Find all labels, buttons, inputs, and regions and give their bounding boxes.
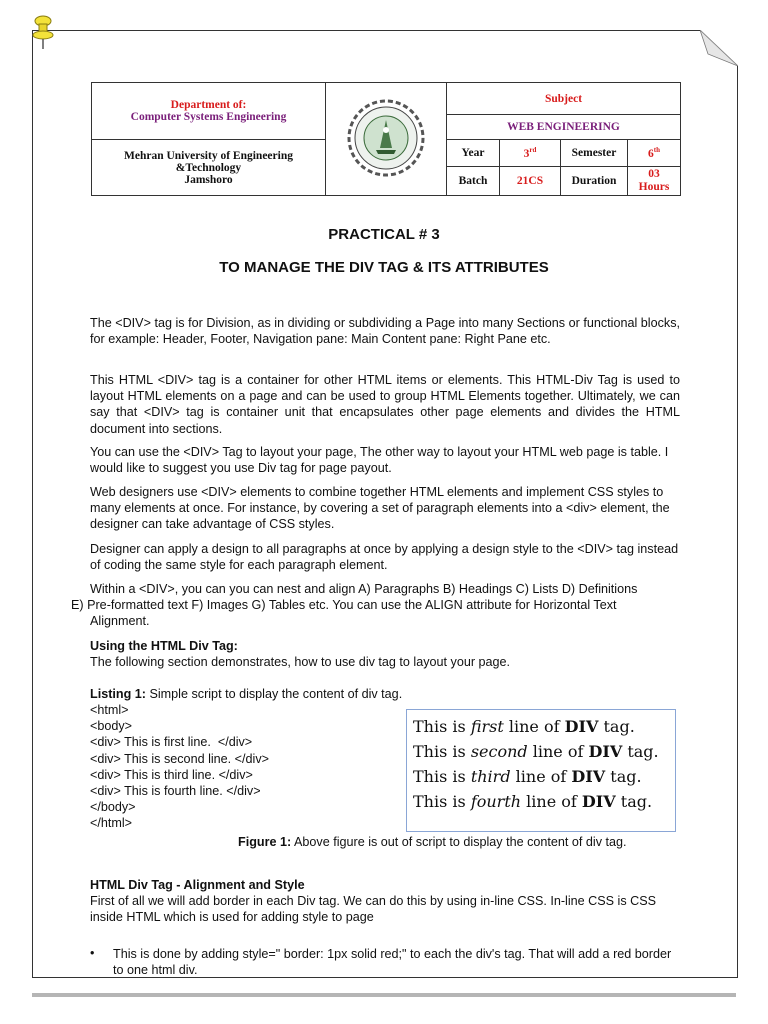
paragraph-6-line-3: Alignment.	[90, 614, 150, 628]
paragraph-1: The <DIV> tag is for Division, as in dividing or subdividing a Page into many Sections or functional blocks, for example: Header, Footer, Navigation pane: Main Content pane: Right Pane etc.	[90, 316, 680, 347]
year-label: Year	[447, 140, 500, 167]
university-line-3: Jamshoro	[184, 173, 233, 186]
code-line: </html>	[90, 816, 132, 831]
department-name: Computer Systems Engineering	[130, 111, 287, 123]
footer-rule	[32, 993, 736, 997]
figure-1-caption: Figure 1: Above figure is out of script to display the content of div tag.	[238, 835, 627, 849]
using-div-text: The following section demonstrates, how to use div tag to layout your page.	[90, 655, 511, 669]
bullet-marker: •	[90, 946, 95, 960]
university-cell	[92, 140, 326, 196]
paragraph-3: You can use the <DIV> Tag to layout your page, The other way to layout your HTML web page is table. I would like to suggest you use Div tag for page payout.	[90, 445, 669, 476]
bullet-text: This is done by adding style=" border: 1px solid red;" to each the div's tag. That will add a red border to one html div.	[113, 947, 672, 978]
university-line-1: Mehran University of Engineering	[124, 149, 293, 162]
document-header-table	[91, 82, 681, 196]
using-div-heading: Using the HTML Div Tag:	[90, 639, 238, 653]
pushpin-icon	[31, 14, 55, 50]
university-logo-icon	[346, 98, 426, 178]
year-value: 3rd	[500, 140, 561, 167]
code-line: <div> This is second line. </div>	[90, 751, 269, 766]
alignment-heading: HTML Div Tag - Alignment and Style	[90, 878, 305, 892]
figure-output-line: This is first line of DIV tag.	[413, 717, 635, 736]
duration-label: Duration	[561, 167, 628, 196]
figure-output-line: This is second line of DIV tag.	[413, 742, 659, 761]
batch-value: 21CS	[500, 167, 561, 196]
practical-subtitle: TO MANAGE THE DIV TAG & ITS ATTRIBUTES	[219, 259, 549, 276]
paragraph-6-line-2: E) Pre-formatted text F) Images G) Tables etc. You can use the ALIGN attribute for Horizontal Text	[71, 598, 617, 612]
code-line: <div> This is fourth line. </div>	[90, 784, 261, 798]
listing-caption: Listing 1: Simple script to display the content of div tag.	[90, 687, 403, 701]
code-line: <div> This is first line. </div>	[90, 735, 253, 750]
subject-label: Subject	[447, 83, 681, 115]
department-cell	[92, 83, 326, 140]
batch-label: Batch	[447, 167, 500, 196]
logo-cell	[326, 83, 447, 196]
practical-title: PRACTICAL # 3	[328, 226, 440, 243]
code-line: <html>	[90, 703, 129, 717]
figure-1-output	[406, 709, 676, 832]
paragraph-6-line-1: Within a <DIV>, you can you can nest and align A) Paragraphs B) Headings C) Lists D) Definitions	[90, 582, 638, 596]
university-line-2: &Technology	[175, 161, 242, 174]
department-label: Department of:	[170, 99, 247, 111]
semester-label: Semester	[561, 140, 628, 167]
paragraph-5: Designer can apply a design to all paragraphs at once by applying a design style to the <DIV> tag instead of coding the same style for each paragraph element.	[90, 542, 679, 573]
subject-value: WEB ENGINEERING	[447, 115, 681, 140]
alignment-text: First of all we will add border in each Div tag. We can do this by using in-line CSS. In-line CSS is CSS inside HTML which is used for adding style to page	[90, 894, 657, 925]
paragraph-4: Web designers use <DIV> elements to combine together HTML elements and implement CSS styles to many elements at once. For instance, by covering a set of paragraph elements into a <div> element, the designer can take advantage of CSS styles.	[90, 485, 670, 532]
page-curl-corner	[700, 30, 738, 66]
figure-output-line: This is third line of DIV tag.	[413, 767, 642, 786]
paragraph-2: This HTML <DIV> tag is a container for other HTML items or elements. This HTML-Div Tag is used to layout HTML elements on a page and can be used to group HTML Elements together. Ultimately, we can say that <DIV> tag is container unit that encapsulates other page elements and divides the HTML document into sections.	[90, 373, 680, 436]
code-line: <div> This is third line. </div>	[90, 767, 253, 782]
code-line: </body>	[90, 800, 136, 815]
code-line: <body>	[90, 719, 133, 734]
duration-value: 03 Hours	[628, 167, 681, 196]
figure-output-line: This is fourth line of DIV tag.	[413, 792, 653, 811]
semester-value: 6th	[628, 140, 681, 167]
